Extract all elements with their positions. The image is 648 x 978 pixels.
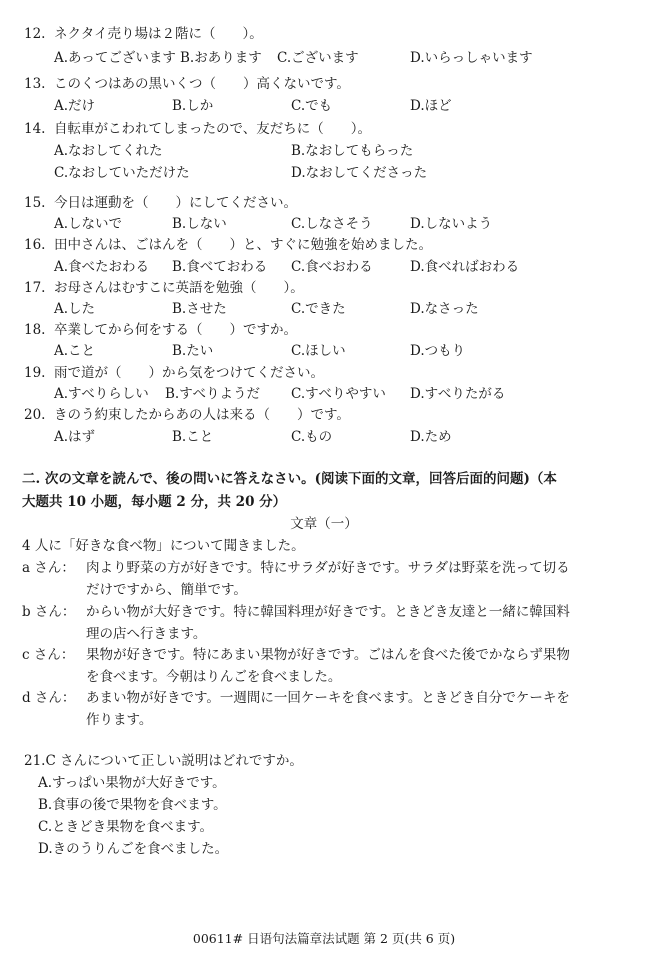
question-text: きのう約束したからあの人は来る（ ）です。: [54, 407, 350, 423]
speaker-c: [22, 644, 622, 688]
section-heading-line2: 大题共 10 小题，每小题 2 分，共 20 分）: [22, 494, 287, 510]
option-a: A.食べたおわる: [54, 259, 150, 275]
question-14: [24, 119, 371, 139]
option-a: A.すっぱい果物が大好きです。: [38, 775, 226, 791]
question-19: [24, 363, 324, 383]
question-20: [24, 405, 350, 425]
question-number: 15.: [24, 195, 46, 211]
option-d: D.しないよう: [410, 216, 493, 232]
option-a: A.だけ: [54, 98, 96, 114]
passage-title: 文章（一）: [290, 516, 358, 532]
speaker-a: [22, 557, 622, 601]
question-text: このくつはあの黒いくつ（ ）高くないです。: [54, 76, 350, 92]
question-text: 自転車がこわれてしまったので、友だちに（ ）。: [54, 121, 371, 137]
option-d: D.いらっしゃいます: [410, 50, 533, 66]
option-c: C.なおしていただけた: [54, 165, 190, 181]
option-b: B.おあります: [180, 50, 262, 66]
option-b: B.すべりようだ: [165, 386, 260, 402]
speaker-text-line2: 作ります。: [86, 712, 153, 728]
speaker-label: a さん：: [22, 560, 75, 576]
option-c: C.しなさそう: [291, 216, 373, 232]
option-a: A.した: [54, 301, 96, 317]
passage-intro: 4 人に「好きな食べ物」について聞きました。: [22, 538, 305, 554]
speaker-text-line2: 理の店へ行きます。: [86, 626, 207, 642]
question-text: お母さんはむすこに英語を勉強（ ）。: [54, 280, 304, 296]
option-b: B.させた: [172, 301, 227, 317]
question-text: 今日は運動を（ ）にしてください。: [54, 195, 297, 211]
option-a: A.すべりらしい: [54, 386, 149, 402]
speaker-label: b さん：: [22, 604, 76, 620]
option-a: A.しないで: [54, 216, 123, 232]
option-d: D.なさった: [410, 301, 479, 317]
question-number: 12.: [24, 26, 46, 42]
option-c: C.すべりやすい: [291, 386, 386, 402]
question-12: [24, 24, 263, 44]
question-text: 田中さんは、ごはんを（ ）と、すぐに勉強を始めました。: [54, 237, 432, 253]
speaker-text-line2: だけですから、簡単です。: [86, 582, 247, 598]
option-a: A.あってございます: [54, 50, 176, 66]
option-a: A.なおしてくれた: [54, 143, 163, 159]
speaker-label: c さん：: [22, 647, 75, 663]
question-18: [24, 320, 297, 340]
question-number: 14.: [24, 121, 46, 137]
option-c: C.ときどき果物を食べます。: [38, 819, 214, 835]
option-a: A.はず: [54, 429, 96, 445]
option-c: C.ございます: [277, 50, 359, 66]
question-number: 18.: [24, 322, 46, 338]
option-b: B.こと: [172, 429, 214, 445]
option-b: B.たい: [172, 343, 214, 359]
speaker-text-line1: からい物が大好きです。特に韓国料理が好きです。ときどき友達と一緒に韓国料: [86, 604, 570, 620]
question-16: [24, 235, 432, 255]
question-15: [24, 193, 297, 213]
option-c: C.でも: [291, 98, 333, 114]
option-d: D.食べればおわる: [410, 259, 520, 275]
option-c: C.食べおわる: [291, 259, 373, 275]
speaker-d: [22, 687, 622, 731]
question-17: [24, 278, 304, 298]
option-d: D.すべりたがる: [410, 386, 506, 402]
section-heading-line1: 二. 次の文章を読んで、後の問いに答えなさい。(阅读下面的文章，回答后面的问题)（本: [22, 471, 557, 487]
question-21: 21.C さんについて正しい説明はどれですか。: [24, 753, 303, 769]
speaker-label: d さん：: [22, 690, 76, 706]
question-number: 17.: [24, 280, 46, 296]
speaker-b: [22, 601, 622, 645]
question-text: 雨で道が（ ）から気をつけてください。: [54, 365, 324, 381]
option-d: D.きのうりんごを食べました。: [38, 841, 229, 857]
option-c: C.できた: [291, 301, 346, 317]
option-c: C.ほしい: [291, 343, 346, 359]
option-b: B.食べておわる: [172, 259, 268, 275]
option-d: D.ほど: [410, 98, 452, 114]
speaker-text-line2: を食べます。今朝はりんごを食べました。: [86, 669, 342, 685]
option-c: C.もの: [291, 429, 333, 445]
speaker-text-line1: 肉より野菜の方が好きです。特にサラダが好きです。サラダは野菜を洗って切る: [86, 560, 570, 576]
option-b: B.食事の後で果物を食べます。: [38, 797, 227, 813]
option-a: A.こと: [54, 343, 96, 359]
question-number: 13.: [24, 76, 46, 92]
option-d: D.なおしてくださった: [291, 165, 428, 181]
question-number: 19.: [24, 365, 46, 381]
option-d: D.ため: [410, 429, 452, 445]
option-b: B.しない: [172, 216, 227, 232]
speaker-text-line1: あまい物が好きです。一週間に一回ケーキを食べます。ときどき自分でケーキを: [86, 690, 570, 706]
option-b: B.なおしてもらった: [291, 143, 414, 159]
speaker-text-line1: 果物が好きです。特にあまい果物が好きです。ごはんを食べた後でかならず果物: [86, 647, 570, 663]
page-footer: 00611# 日语句法篇章法试题 第 2 页(共 6 页): [192, 931, 456, 946]
question-13: [24, 74, 350, 94]
question-number: 20.: [24, 407, 46, 423]
option-b: B.しか: [172, 98, 214, 114]
question-number: 16.: [24, 237, 46, 253]
question-text: 卒業してから何をする（ ）ですか。: [54, 322, 297, 338]
option-d: D.つもり: [410, 343, 466, 359]
question-text: ネクタイ売り場は２階に（ ）。: [54, 26, 263, 42]
